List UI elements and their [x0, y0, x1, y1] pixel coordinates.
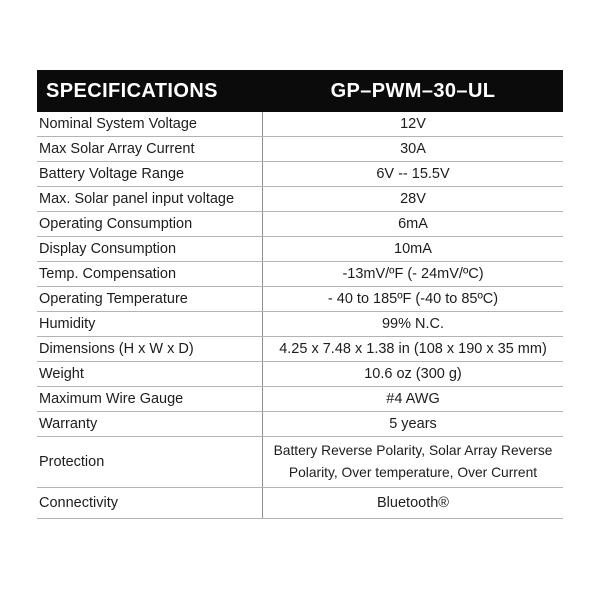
table-row-maximum-wire-gauge [37, 387, 563, 412]
row-label: Humidity [39, 316, 96, 332]
row-value: -13mV/ºF (- 24mV/ºC) [262, 262, 563, 286]
header-model-number: GP–PWM–30–UL [330, 79, 496, 102]
specifications-table [37, 70, 563, 519]
table-row-operating-temperature [37, 287, 563, 312]
row-value: - 40 to 185ºF (-40 to 85ºC) [262, 287, 563, 311]
row-label: Operating Consumption [39, 216, 193, 232]
table-header [37, 70, 563, 112]
row-value: 10mA [262, 237, 563, 261]
row-value: Bluetooth® [262, 488, 563, 518]
row-value: 99% N.C. [262, 312, 563, 336]
row-value: 6mA [262, 212, 563, 236]
table-row-connectivity [37, 488, 563, 519]
table-row-operating-consumption [37, 212, 563, 237]
row-label: Nominal System Voltage [39, 116, 197, 132]
row-label: Display Consumption [39, 241, 177, 257]
table-body [37, 112, 563, 519]
row-label: Maximum Wire Gauge [39, 391, 184, 407]
row-value [262, 437, 563, 487]
row-label: Protection [39, 454, 105, 471]
row-value: 4.25 x 7.48 x 1.38 in (108 x 190 x 35 mm) [262, 337, 563, 361]
protection-value-line-2: Polarity, Over temperature, Over Current [288, 465, 538, 481]
row-value: 12V [262, 112, 563, 136]
table-row-warranty [37, 412, 563, 437]
table-row-nominal-system-voltage [37, 112, 563, 137]
table-row-battery-voltage-range [37, 162, 563, 187]
row-label: Max. Solar panel input voltage [39, 191, 235, 207]
row-value: #4 AWG [262, 387, 563, 411]
row-label: Weight [39, 366, 84, 382]
row-label: Connectivity [39, 495, 118, 512]
table-row-display-consumption [37, 237, 563, 262]
row-value: 10.6 oz (300 g) [262, 362, 563, 386]
row-value: 5 years [262, 412, 563, 436]
row-value: 28V [262, 187, 563, 211]
row-value: 6V -- 15.5V [262, 162, 563, 186]
row-label: Dimensions (H x W x D) [39, 341, 194, 357]
table-row-humidity [37, 312, 563, 337]
table-row-max-solar-array-current [37, 137, 563, 162]
row-label: Max Solar Array Current [39, 141, 195, 157]
protection-value-line-1: Battery Reverse Polarity, Solar Array Reverse [273, 443, 553, 458]
table-row-dimensions [37, 337, 563, 362]
table-row-max-solar-panel-input-voltage [37, 187, 563, 212]
row-label: Warranty [39, 416, 98, 432]
table-row-protection [37, 437, 563, 488]
table-row-temp-compensation [37, 262, 563, 287]
row-label: Temp. Compensation [39, 266, 177, 282]
row-label: Operating Temperature [39, 291, 188, 307]
row-value: 30A [262, 137, 563, 161]
header-specifications-title: SPECIFICATIONS [46, 79, 218, 102]
table-row-weight [37, 362, 563, 387]
row-label: Battery Voltage Range [39, 166, 185, 182]
